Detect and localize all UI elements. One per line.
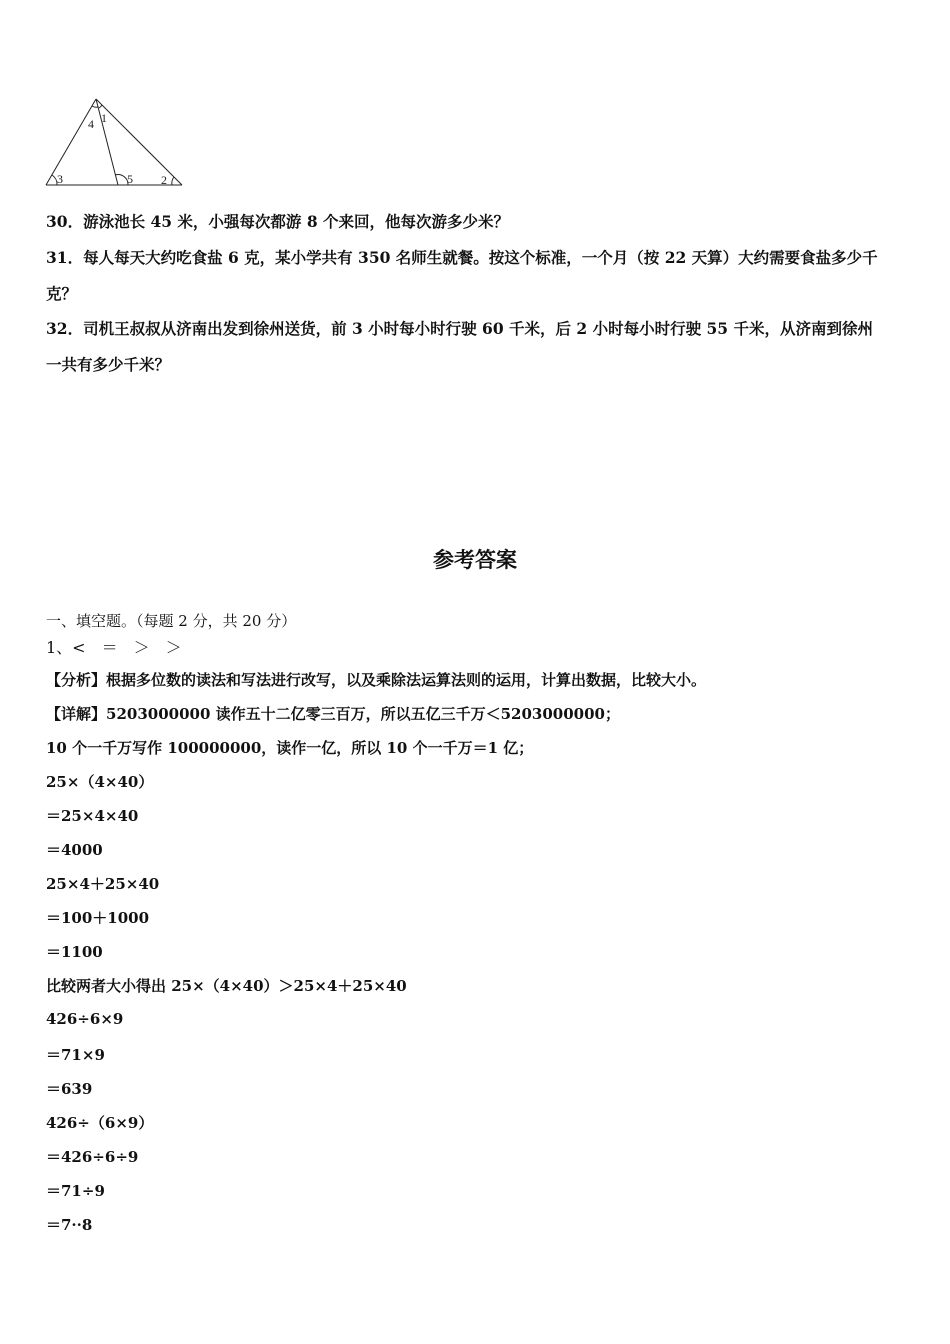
analysis-tag: 【分析】 [46,671,107,689]
calc-line: ＝1100 [46,943,103,961]
angle-label-5: 5 [127,172,133,186]
q1-answer: 1、< ＝ ＞ ＞ [46,638,182,657]
calc-line: ＝100＋1000 [46,909,150,927]
calc-line: 10 个一千万写作 100000000，读作一亿，所以 10 个一千万＝1 亿； [46,739,534,757]
question-32-line2: 一共有多少千米？ [46,355,171,374]
angle-arc-top-left [92,106,98,107]
calc-line: 426÷6×9 [46,1010,124,1028]
calc-line: ＝71×9 [46,1046,105,1064]
answer-title: 参考答案 [433,548,517,572]
analysis-line [46,669,706,690]
triangle-figure [40,94,190,190]
calc-line: 426÷（6×9） [46,1114,154,1132]
question-31-line2: 克？ [46,284,78,303]
calc-line: 比较两者大小得出 25×（4×40）＞25×4＋25×40 [46,977,407,995]
angle-label-2: 2 [161,173,167,187]
side-left [46,99,96,185]
angle-arc-top-right [99,105,102,108]
calc-line: 25×4＋25×40 [46,875,160,893]
detail-text: 5203000000 读作五十二亿零三百万，所以五亿三千万＜5203000000； [106,705,620,723]
inner-segment [96,99,118,185]
angle-label-3: 3 [57,172,63,186]
angle-arc-2 [172,177,174,185]
question-32-line1: 32．司机王叔叔从济南出发到徐州送货，前 3 小时每小时行驶 60 千米，后 2 小时每小时行驶 55 千米，从济南到徐州 [46,319,873,338]
question-30: 30．游泳池长 45 米，小强每次都游 8 个来回，他每次游多少米？ [46,212,510,231]
section-heading: 一、填空题。（每题 2 分，共 20 分） [46,612,297,630]
detail-tag: 【详解】 [46,705,107,723]
calc-line: ＝71÷9 [46,1182,105,1200]
question-31-line1: 31．每人每天大约吃食盐 6 克，某小学共有 350 名师生就餐。按这个标准，一个月（按 22 天算）大约需要食盐多少千 [46,248,878,267]
calc-line: ＝25×4×40 [46,807,139,825]
angle-label-1: 1 [101,111,107,125]
side-right [96,99,182,185]
detail-line [46,703,620,724]
calc-line: 25×（4×40） [46,773,154,791]
calc-line: ＝426÷6÷9 [46,1148,139,1166]
calc-line: ＝4000 [46,841,103,859]
calc-line: ＝639 [46,1080,93,1098]
calc-line: ＝7··8 [46,1216,93,1234]
analysis-text: 根据多位数的读法和写法进行改写，以及乘除法运算法则的运用，计算出数据，比较大小。 [106,671,707,689]
angle-label-4: 4 [88,117,94,131]
